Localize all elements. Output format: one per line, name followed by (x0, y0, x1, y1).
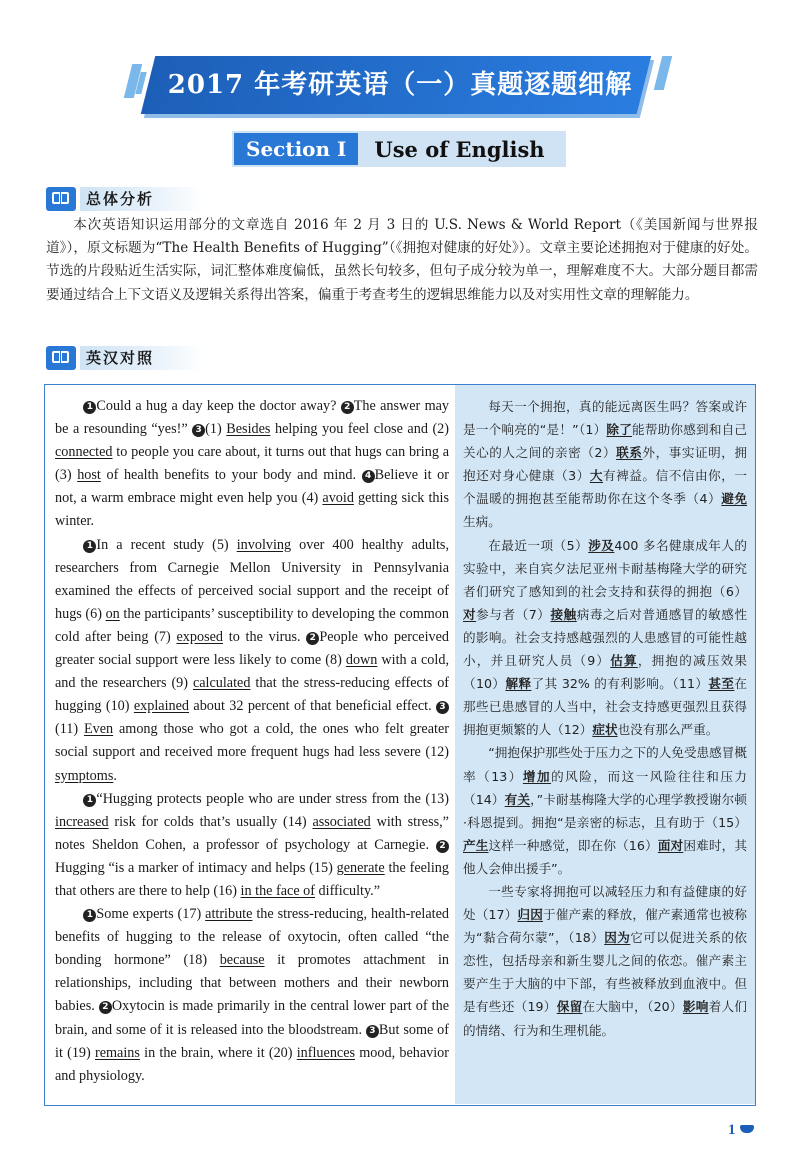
english-paragraph: 1 In a recent study (5) involving over 400 healthy adults, researchers from Carnegie Mellon University in Pennsylvania examined the effects of perceived social support and the receipt of hugs (6) on the participants’ susceptibility to developing the common cold after being (7) exposed to the virus. 2 People who perceived greater social support were less likely to come (8) down with a cold, and the researchers (9) calculated that the stress-reducing effects of hugging (10) explained about 32 percent of that beneficial effect. 3(11) Even among those who got a cold, the ones who felt greater social support and received more frequent hugs had less severe (12) symptoms. (55, 536, 450, 784)
sentence-number-badge: 4 (362, 470, 375, 483)
answer-translation: 甚至 (708, 676, 735, 692)
answer-translation: 归因 (517, 907, 544, 923)
analysis-heading-label: 总体分析 (80, 187, 204, 211)
answer-translation: 避免 (721, 491, 748, 507)
answer-word: avoid (322, 490, 354, 507)
answer-translation: 除了 (606, 422, 633, 438)
answer-word: Even (83, 721, 114, 738)
chinese-column (455, 385, 755, 1104)
answer-word: host (77, 467, 101, 484)
answer-translation: 产生 (463, 837, 489, 853)
answer-word: connected (55, 444, 113, 461)
answer-word: influences (296, 1044, 356, 1061)
bilingual-box (44, 384, 756, 1106)
book-icon (46, 187, 76, 211)
answer-translation: 增加 (522, 768, 552, 784)
answer-translation: 大 (589, 468, 603, 484)
comparison-heading (46, 345, 204, 371)
answer-translation: 接触 (550, 606, 577, 622)
title-banner (130, 50, 670, 122)
answer-word: Besides (226, 421, 271, 438)
book-icon (46, 346, 76, 370)
page-title: 2017 年考研英语（一）真题逐题细解 (167, 70, 633, 100)
analysis-text: 本次英语知识运用部分的文章选自 2016 年 2 月 3 日的 U.S. News & World Report（《美国新闻与世界报道》），原文标题为“The Health Benefits of Hugging”（《拥抱对健康的好处》）。文章主要论述拥抱对于健康的好处。节选的片段贴近生活实际，词汇整体难度偏低，虽然长句较多，但句子成分较为单一，理解难度不大。大部分题目都需要通过结合上下文语义及逻辑关系得出答案，偏重于考查考生的逻辑思维能力以及对实用性文章的理解能力。 (46, 217, 758, 303)
answer-translation: 联系 (616, 445, 643, 461)
english-paragraph: 1 Some experts (17) attribute the stress-reducing, health-related benefits of hugging to the release of oxytocin, often called “the bonding hormone” (18) because it promotes attachment in relationships, including that between mothers and their newborn babies. 2 Oxytocin is made primarily in the central lower part of the brain, and some of it is released into the bloodstream. 3 But some of it (19) remains in the brain, where it (20) influences mood, behavior and physiology. (55, 906, 449, 1084)
sentence-number-badge: 3 (436, 701, 449, 714)
answer-translation: 影响 (682, 999, 709, 1015)
answer-translation: 面对 (657, 837, 684, 853)
answer-word: because (219, 952, 265, 969)
answer-translation: 有关 (504, 791, 531, 807)
answer-word: exposed (176, 628, 223, 645)
answer-word: attribute (205, 906, 253, 923)
answer-translation: 涉及 (588, 537, 615, 553)
section-title: Use of English (374, 136, 545, 162)
answer-word: down (345, 652, 378, 669)
sentence-number-badge: 2 (436, 840, 449, 853)
answer-word: generate (336, 859, 385, 876)
english-paragraph: 1 “Hugging protects people who are under stress from the (13) increased risk for colds that’s usually (14) associated with stress,” notes Sheldon Cohen, a professor of psychology at Carnegie. 2Hugging “is a marker of intimacy and helps (15) generate the feeling that others are there to help (16) in the face of difficulty.” (55, 790, 449, 899)
answer-translation: 解释 (505, 676, 532, 692)
answer-translation: 因为 (604, 930, 631, 946)
english-paragraph: 1 Could a hug a day keep the doctor away? 2 The answer may be a resounding “yes!” 3 (1) Besides helping you feel close and (2) connected to people you care about, it turns out that hugs can bring a (3) host of health benefits to your body and mind. 4 Believe it or not, a warm embrace might even help you (4) avoid getting sick this winter. (55, 398, 450, 530)
answer-word: involving (236, 536, 292, 553)
analysis-heading (46, 186, 204, 212)
answer-word: explained (133, 698, 190, 715)
section-heading (232, 131, 566, 167)
sentence-number-badge: 3 (366, 1025, 379, 1038)
graduation-cap-icon (740, 1125, 754, 1133)
sentence-number-badge: 2 (99, 1001, 112, 1014)
sentence-number-badge: 1 (83, 909, 96, 922)
answer-translation: 症状 (592, 722, 618, 738)
sentence-number-badge: 3 (192, 424, 205, 437)
answer-word: calculated (192, 675, 251, 692)
answer-word: symptoms (55, 767, 114, 784)
sentence-number-badge: 1 (83, 540, 96, 553)
answer-translation: 保留 (556, 999, 583, 1015)
english-column (55, 395, 449, 1088)
answer-word: remains (94, 1044, 140, 1061)
page-number: 1 (728, 1122, 736, 1138)
answer-word: increased (55, 813, 109, 830)
chinese-paragraph: 在最近一项（5）涉及400 多名健康成年人的实验中，来自宾夕法尼亚州卡耐基梅隆大学的研究者们研究了感知到的社会支持和获得的拥抱（6）对参与者（7）接触病毒之后对普通感冒的敏感性的影响。社会支持感越强烈的人患感冒的可能性越小，并且研究人员（9）估算，拥抱的减压效果（10）解释了其 32% 的有利影响。（11）甚至在那些已患感冒的人当中，社会支持感更强烈且获得拥抱更频繁的人（12）症状也没有那么严重。 (463, 537, 748, 738)
sentence-number-badge: 1 (83, 794, 96, 807)
sentence-number-badge: 1 (83, 401, 96, 414)
answer-word: on (105, 605, 120, 622)
comparison-heading-label: 英汉对照 (80, 346, 204, 370)
answer-word: associated (312, 813, 371, 830)
sentence-number-badge: 2 (306, 632, 319, 645)
chinese-paragraph: 一些专家将拥抱可以减轻压力和有益健康的好处（17）归因于催产素的释放，催产素通常也被称为“黏合荷尔蒙”，（18）因为它可以促进关系的依恋性，包括母亲和新生婴儿之间的依恋。催产素主要产生于大脑的中下部，有些被释放到血液中。但是有些还（19）保留在大脑中，（20）影响着人们的情绪、行为和生理机能。 (463, 883, 748, 1038)
sentence-number-badge: 2 (341, 401, 354, 414)
answer-translation: 对 (463, 606, 477, 622)
answer-word: in the face of (240, 882, 315, 899)
answer-translation: 估算 (610, 653, 638, 669)
section-label: Section Ⅰ (234, 133, 358, 165)
chinese-paragraph: “拥抱保护那些处于压力之下的人免受患感冒概率（13）增加的风险，而这一风险往往和压力（14）有关，”卡耐基梅隆大学的心理学教授谢尔顿·科恩提到。拥抱“是亲密的标志，且有助于（15）产生这样一种感觉，即在你（16）面对困难时，其他人会伸出援手”。 (463, 745, 748, 876)
chinese-paragraph: 每天一个拥抱，真的能远离医生吗？答案或许是一个响亮的“是！”（1）除了能帮助你感到和自己关心的人之间的亲密（2）联系外，事实证明，拥抱还对身心健康（3）大有裨益。信不信由你，一个温暖的拥抱甚至能帮助你在这个冬季（4）避免生病。 (463, 399, 748, 530)
